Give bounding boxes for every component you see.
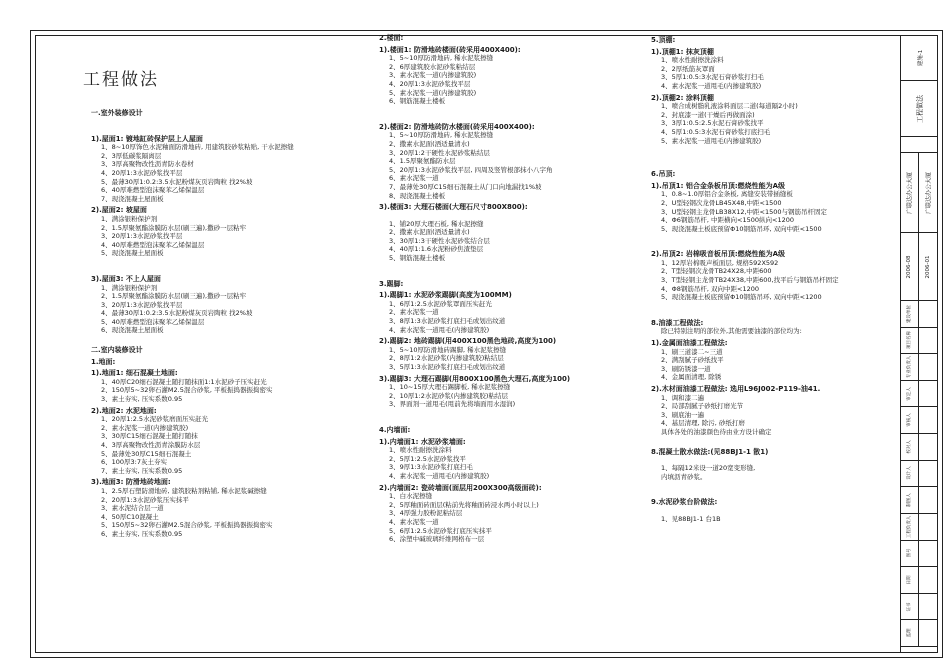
title-block-label: 项目名称 — [907, 331, 912, 350]
title-block-row — [901, 381, 938, 408]
title-block-row — [901, 620, 938, 647]
row-divider — [918, 594, 919, 620]
spec-line: 1、铺20厚大理石板, 稀水泥擦缝 — [389, 219, 484, 228]
spec-line: 5、最薄处30厚C15细石混凝土 — [101, 449, 192, 458]
spacer — [651, 302, 839, 316]
title-block-label: 工程负责人 — [907, 515, 912, 538]
title-block-label: 证书 — [907, 602, 912, 612]
spec-line: 1、6厚1:2.5水泥砂浆罩面压实赶光 — [389, 299, 492, 308]
row-divider — [918, 567, 919, 593]
row-divider — [918, 541, 919, 567]
section-heading: 3).踢脚3: 大理石踢脚(用800X100黑色大理石,高度为100) — [379, 374, 571, 383]
section-heading: 2).吊顶2: 岩棉吸音板吊顶:燃烧性能为A级 — [651, 250, 786, 259]
spec-line: 5、20厚1:3水泥砂浆找平层, 四周及竖管根部抹小八字角 — [389, 165, 553, 174]
title-block-row — [901, 541, 938, 568]
section-heading: 一.室外装修设计 — [91, 109, 143, 117]
section-heading: 1).地面1: 细石混凝土地面: — [91, 369, 178, 378]
spec-line: 4、3厚高聚物改性沥青涂膜防水层 — [101, 441, 201, 449]
title-block-row — [901, 407, 938, 434]
spec-line: 2、2厚纸筋灰罩面 — [661, 64, 715, 73]
spec-line: 4、金属面清理, 除锈 — [661, 373, 722, 382]
spec-line: 内填沥青砂浆。 — [661, 472, 707, 481]
column-ceilings-paint — [651, 33, 839, 524]
spec-line: 4、素水泥浆一道甩毛(内掺建筑胶) — [661, 81, 762, 90]
title-block-row — [901, 567, 938, 594]
spec-line: 2、150厚5~32卵石灌M2.5混合砂浆, 平板振捣器振捣密实 — [101, 386, 273, 395]
spec-line: 6、现浇混凝土屋面板 — [101, 326, 164, 335]
spec-line: 5、素水泥浆一道(内掺建筑胶) — [389, 88, 477, 97]
spec-line: 1、5~10厚防滑地砖踢脚, 稀水泥浆擦缝 — [389, 345, 507, 354]
title-block-row — [901, 461, 938, 488]
spacer — [91, 118, 294, 132]
spacer — [651, 145, 839, 159]
spec-line: 3、T型轻钢主龙骨TB24X38,中距600,找平后与钢筋吊杆固定 — [661, 276, 839, 285]
spec-line: 2、10厚1:2水泥砂浆(内掺建筑胶)粘结层 — [389, 391, 508, 400]
spacer — [379, 409, 570, 423]
spec-line: 6、涂塑中碱玻璃纤维网格布一层 — [389, 535, 485, 544]
title-block-label: 审定人 — [907, 386, 912, 401]
title-block-rows — [901, 301, 938, 653]
spec-line: 3、素水泥结合层一道 — [101, 504, 164, 513]
title-block-label: 审核人 — [907, 413, 912, 427]
spec-line: 4、素水泥浆一道 — [389, 517, 439, 526]
section-heading: 3).屋面3: 不上人屋面 — [91, 274, 161, 283]
spec-line: 3、U型轻钢主龙骨LB38X12,中距<1500与钢筋吊杆固定 — [661, 207, 828, 216]
spec-line: 3、8厚1:3水泥砂浆打底扫毛或划出纹道 — [389, 317, 506, 326]
row-divider — [918, 514, 919, 540]
spacer — [91, 258, 294, 272]
spec-line: 8、现浇混凝土楼板 — [389, 191, 446, 200]
spec-line: 2、素水泥浆一道 — [389, 308, 439, 317]
row-divider — [918, 328, 919, 354]
spec-line: 1、见88BJ1-1 台1B — [661, 514, 721, 523]
spec-line: 1、调和漆二遍 — [661, 393, 705, 402]
spacer — [379, 212, 570, 220]
spec-line: 3、30厚C15细石混凝土随打随抹 — [101, 432, 198, 441]
section-heading: 2.楼面: — [379, 34, 404, 42]
section-heading: 2).踢脚2: 地砖踢脚(用400X100黑色地砖,高度为100) — [379, 337, 557, 346]
spec-line: 3、3厚1:0.5:2.5水泥石膏砂浆找平 — [661, 119, 764, 128]
spec-line: 1、0.8~1.0厚铝合金条板, 离缝安装带插缝板 — [661, 190, 793, 199]
spec-line: 3、5厚1:0.5:3水泥石膏砂浆打扫毛 — [661, 73, 764, 82]
title-block-label: 图号 — [907, 548, 912, 558]
spec-line: 2、3厚低碳浆隔离层 — [101, 151, 162, 160]
section-heading: 3).楼面3: 大理石楼面(大理石尺寸800X800): — [379, 203, 528, 212]
spec-line: 4、50厚C10混凝土 — [101, 512, 159, 521]
section-heading: 二.室内装修设计 — [91, 346, 143, 355]
spacer — [379, 263, 570, 277]
spec-line: 7、现浇混凝土屋面板 — [101, 194, 164, 203]
row-divider — [918, 461, 919, 487]
spec-line: 1、满涂银粉保护剂 — [101, 283, 158, 292]
section-heading: 1).踢脚1: 水泥砂浆踢脚(高度为100MM) — [379, 291, 512, 300]
section-heading: 1).吊顶1: 铝合金条板吊顶:燃烧性能为A级 — [651, 181, 786, 190]
spec-line: 3、素水泥浆一道(内掺建筑胶) — [389, 71, 477, 80]
spec-line: 1、40厚C20细石混凝土随打随抹面1:1水泥砂子压实赶光 — [101, 377, 267, 386]
section-heading: 2).顶棚2: 涂料顶棚 — [651, 93, 714, 102]
row-divider — [918, 487, 919, 513]
title-block-row — [901, 594, 938, 621]
spec-line: 2、撒素水泥面(洒适量清水) — [389, 228, 470, 237]
title-block-label: 制图人 — [907, 493, 912, 507]
section-heading: 2).木材面油漆工程做法: 选用L96J002-P119-油41. — [651, 385, 821, 393]
row-divider — [918, 434, 919, 460]
section-heading: 1).屋面1: 镀地缸砖保护层上人屋面 — [91, 134, 203, 143]
section-heading: 2).内墙面2: 瓷砖墙面(面层用200X300高级面砖): — [379, 483, 542, 492]
title-block-row — [901, 301, 938, 328]
spacer — [651, 481, 839, 495]
spec-line: 除已特别注明的部位外,其他需要油漆的部位均为: — [661, 327, 802, 336]
spec-line: 1、喷水性耐擦洗涂料 — [389, 446, 452, 455]
section-heading: 5.顶棚: — [651, 36, 676, 44]
title-block-label: 设计人 — [907, 466, 912, 481]
date-1: 2006-08 — [906, 255, 912, 278]
spec-line: 3、5厚1:3水泥砂浆打底扫毛或划出纹道 — [389, 363, 506, 371]
column-exterior-interior — [91, 106, 294, 539]
spacer — [651, 437, 839, 445]
drawing-sheet — [30, 30, 943, 658]
section-heading: 3).地面3: 防滑地砖地面: — [91, 478, 171, 487]
spec-line: 5、钢筋混凝土楼板 — [389, 254, 446, 263]
title-block-row — [901, 328, 938, 355]
row-divider — [918, 620, 919, 646]
spec-line: 5、最薄30厚1:0.2:3.5水泥粉煤灰页岩陶粒 找2%坡 — [101, 177, 253, 186]
spec-line: 2、1.5厚聚氨酯涂膜防水层(刷三遍),撒砂一层粘牢 — [101, 223, 247, 232]
spacer — [651, 159, 839, 167]
spec-line: 5、现浇混凝土板底预留Φ10钢筋吊环, 双向中距<1500 — [661, 224, 822, 233]
project-name-2: 广联达办公大厦 — [925, 171, 933, 214]
row-divider — [918, 381, 919, 407]
spec-line: 5、150厚5~32卵石灌M2.5混合砂浆, 平板振捣器振捣密实 — [101, 521, 273, 530]
spec-line: 4、40厚1:1.6水泥粉砂焦渣垫层 — [389, 245, 484, 254]
spec-line: 4、素水泥浆一道甩毛(内掺建筑胶) — [389, 325, 490, 334]
section-heading: 1).金属面油漆工程做法: — [651, 339, 728, 348]
spec-line: 3、9厚1:3水泥砂浆打底扫毛 — [389, 463, 473, 472]
section-heading: 9.水泥砂浆台阶做法: — [651, 498, 718, 507]
section-heading: 2).楼面2: 防滑地砖防水楼面(砖采用400X400): — [379, 122, 535, 131]
section-heading: 2).地面2: 水泥地面: — [91, 406, 157, 415]
spec-line: 1、10~15厚大理石踢脚板, 稀水泥浆擦缝 — [389, 383, 511, 392]
spec-line: 3、20厚1:3水泥砂浆找平层 — [101, 232, 183, 241]
date-divider — [918, 233, 919, 300]
spacer — [651, 507, 839, 515]
section-heading: 8.油漆工程做法: — [651, 318, 704, 327]
section-heading: 1.地面: — [91, 357, 116, 366]
spec-line: 5、6厚1:2.5水泥砂浆打底压实抹平 — [389, 526, 492, 535]
drawing-name-cell — [901, 81, 938, 137]
section-heading: 6.吊顶: — [651, 170, 676, 179]
spec-line: 2、U型轻钢次龙骨LB45X48,中距<1500 — [661, 198, 782, 207]
spacer — [379, 106, 570, 120]
spec-line: 6、40厚难燃型泡沫聚苯乙烯保温层 — [101, 186, 205, 195]
title-block-row — [901, 487, 938, 514]
title-block — [900, 35, 938, 653]
divider-cell — [901, 137, 938, 153]
spec-line: 2、5厚釉面砖面层(粘前先将釉面砖浸水两小时以上) — [389, 500, 539, 509]
spec-line: 1、2.5厚石塑防滑地砖, 建筑胶粘剂粘铺, 稀水泥浆碱擦缝 — [101, 486, 267, 495]
spec-line: 2、满刮腻子砂纸找平 — [661, 356, 724, 365]
spec-line: 2、素水泥浆一道(内掺建筑胶) — [101, 423, 189, 432]
spacer — [651, 456, 839, 464]
title-block-label: 专业负责人 — [907, 355, 912, 379]
spec-line: 6、100厚3:7灰土夯实 — [101, 458, 168, 467]
section-heading: 8.混凝土散水做法:(见88BJ1-1 散1) — [651, 447, 769, 456]
title-block-label: 校对人 — [907, 440, 912, 454]
spec-line: 4、素水泥浆一道甩毛(内掺建筑胶) — [389, 471, 490, 480]
section-heading: 3.踢脚: — [379, 279, 404, 288]
spec-line: 3、刷底油一遍 — [661, 410, 705, 419]
spec-line: 6、钢筋混凝土楼板 — [389, 97, 446, 106]
spec-line: 1、喷合成树脂乳液涂料面层二道(每道隔2小时) — [661, 102, 798, 111]
date-2: 2006-01 — [925, 255, 931, 278]
spec-line: 3、刷防锈漆一道 — [661, 364, 711, 373]
row-divider — [918, 301, 919, 327]
spacer — [91, 335, 294, 343]
spec-line: 3、30厚1:3干硬性水泥砂浆结合层 — [389, 236, 490, 245]
title-block-row — [901, 434, 938, 461]
section-heading: 1).顶棚1: 抹灰顶棚 — [651, 47, 714, 56]
spec-line: 3、素土夯实, 压实系数0.95 — [101, 395, 183, 404]
spec-line: 1、5~10厚防滑地砖, 稀水泥浆擦缝 — [389, 54, 494, 63]
spec-line: 1、8~10厚饰色水泥釉面防滑地砖, 用建筑胶砂浆粘贴, 干水泥擦缝 — [101, 143, 294, 152]
spec-line: 5、素水泥浆一道甩毛(内掺建筑胶) — [661, 136, 762, 145]
project-divider — [918, 153, 919, 232]
spec-line: 3、3厚高聚物改性沥青防水卷材 — [101, 160, 194, 169]
spec-line: 4、20厚1:3水泥砂浆找平层 — [389, 79, 471, 88]
spec-line: 1、刷三道漆二~三道 — [661, 347, 723, 356]
spec-line: 7、素土夯实, 压实系数0.95 — [101, 466, 183, 475]
spec-line: 5、现浇混凝土屋面板 — [101, 249, 164, 258]
section-heading: 1).内墙面1: 水泥砂浆墙面: — [379, 437, 466, 446]
spec-line: 1、12厚岩棉吸声板面层, 规格592X592 — [661, 258, 779, 267]
title-block-row — [901, 514, 938, 541]
spec-line: 3、4厚强力胶粉泥粘结层 — [389, 509, 463, 518]
sheet-number: 建施-1 — [917, 49, 924, 66]
spec-line: 1、20厚1:2.5水泥砂浆磨面压实赶光 — [101, 415, 209, 424]
row-divider — [918, 354, 919, 380]
spec-line: 2、撒素水泥面(洒适量清水) — [389, 139, 470, 148]
spec-line: 3、20厚1:2干硬性水泥砂浆粘结层 — [389, 148, 490, 157]
spec-line: 1、白水泥擦缝 — [389, 492, 433, 501]
project-name: 广联达办公大厦 — [906, 171, 914, 214]
spec-line: 4、基层清理, 除污, 砂纸打磨 — [661, 419, 745, 428]
spec-line: 2、封底漆一道(干燥后再做面涂) — [661, 110, 755, 119]
spec-line: 3、界面剂一道甩毛(甩前先将墙面用水湿润) — [389, 400, 516, 409]
spec-line: 4、1.5厚聚氨酯防水层 — [389, 157, 456, 166]
sheet-number-cell — [901, 35, 938, 81]
spec-line: 5、现浇混凝土板底预留Φ10钢筋吊环, 双向中距<1200 — [661, 293, 822, 302]
spec-line: 1、喷水性耐擦洗涂料 — [661, 56, 724, 65]
spec-line: 2、局部刮腻子砂纸打磨光节 — [661, 402, 744, 411]
spec-line: 4、40厚难燃型泡沫聚苯乙烯保温层 — [101, 240, 205, 249]
spec-line: 1、满涂银粉保护剂 — [101, 214, 158, 223]
spec-line: 6、素土夯实, 压实系数0.95 — [101, 529, 183, 538]
spec-line: 1、5~10厚防滑地砖, 稀水泥浆擦缝 — [389, 131, 494, 140]
spec-line: 2、5厚1:2.5水泥砂浆找平 — [389, 454, 466, 463]
spec-line: 1、每隔12米设一道20宽变形缝, — [661, 464, 756, 473]
spec-line: 2、8厚1:2水泥砂浆(内掺建筑胶)粘结层 — [389, 354, 504, 363]
page-title: 工程做法 — [83, 70, 159, 90]
spec-line: 4、Φ8钢筋吊杆, 双向中距<1200 — [661, 284, 760, 293]
spec-line: 2、1.5厚聚氨酯涂膜防水层(刷三遍),撒砂一层粘牢 — [101, 292, 247, 301]
date-cell — [901, 233, 938, 301]
spec-line: 3、20厚1:3水泥砂浆找平层 — [101, 300, 183, 309]
spec-line: 2、6厚建筑胶水泥砂浆粘结层 — [389, 62, 476, 71]
title-block-label: 日期 — [907, 575, 912, 585]
spec-line: 2、T型轻钢次龙骨TB24X28,中距600 — [661, 267, 772, 276]
spec-line: 2、20厚1:3水泥砂浆压实抹平 — [101, 495, 189, 504]
spec-line: 6、素水泥浆一道 — [389, 174, 439, 183]
spacer — [651, 233, 839, 247]
spec-line: 7、最薄处30厚C15细石混凝土从门口向地漏找1%坡 — [389, 182, 542, 191]
row-divider — [918, 407, 919, 433]
spec-line: 4、最薄30厚1:0.2:3.5水泥粉煤灰页岩陶粒 找2%坡 — [101, 309, 253, 318]
spec-line: 4、20厚1:3水泥砂浆找平层 — [101, 168, 183, 177]
title-block-label: 建设单位 — [907, 304, 912, 323]
column-floors-walls — [379, 31, 570, 544]
spec-line: 4、5厚1:0.5:3水泥石膏砂浆打底扫毛 — [661, 127, 771, 136]
title-block-label: 监理 — [907, 628, 912, 638]
section-heading: 1).楼面1: 防滑地砖楼面(砖采用400X400): — [379, 45, 521, 54]
title-block-row — [901, 354, 938, 381]
project-cell — [901, 153, 938, 233]
section-heading: 2).屋面2: 坡屋面 — [91, 206, 147, 215]
drawing-name: 工程做法 — [915, 94, 924, 123]
spec-line: 具体各处的油漆颜色待由业方设计确定 — [661, 427, 772, 436]
spec-line: 4、Φ6钢筋吊杆, 中距横向<1500纵向<1200 — [661, 216, 794, 225]
section-heading: 4.内墙面: — [379, 425, 411, 434]
spec-line: 5、40厚难燃型泡沫聚苯乙烯保温层 — [101, 317, 205, 326]
